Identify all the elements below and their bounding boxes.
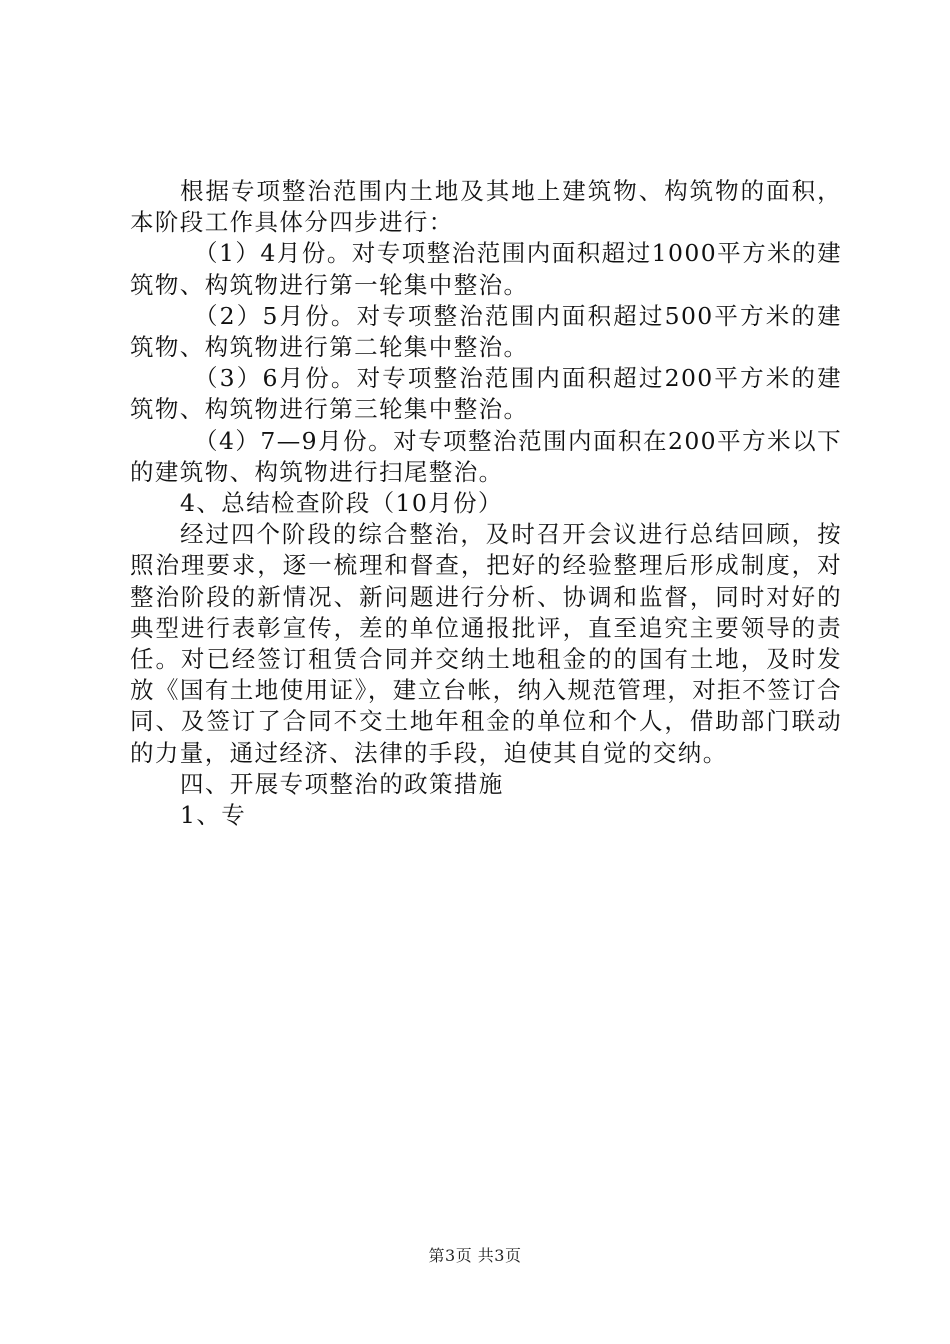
paragraph-step-2: （2）5月份。对专项整治范围内面积超过500平方米的建筑物、构筑物进行第二轮集中整治。: [130, 301, 842, 362]
document-body: [130, 176, 842, 831]
paragraph-step-1: （1）4月份。对专项整治范围内面积超过1000平方米的建筑物、构筑物进行第一轮集中整治。: [130, 239, 842, 299]
section-heading-summary: 4、总结检查阶段（10月份）: [180, 489, 503, 518]
paragraph-intro: 根据专项整治范围内土地及其地上建筑物、构筑物的面积，本阶段工作具体分四步进行：: [130, 177, 842, 237]
paragraph-step-3: （3）6月份。对专项整治范围内面积超过200平方米的建筑物、构筑物进行第三轮集中整治。: [130, 364, 842, 424]
paragraph-summary: 经过四个阶段的综合整治，及时召开会议进行总结回顾，按照治理要求，逐一梳理和督查，把好的经验整理后形成制度，对整治阶段的新情况、新问题进行分析、协调和监督，同时对好的典型进行表彰宣传，差的单位通报批评，直至追究主要领导的责任。对已经签订租赁合同并交纳土地租金的的国有土地，及时发放《国有土地使用证》，建立台帐，纳入规范管理，对拒不签订合同、及签订了合同不交土地年租金的单位和个人，借助部门联动的力量，通过经济、法律的手段，迫使其自觉的交纳。: [130, 520, 842, 767]
section-heading-policy: 四、开展专项整治的政策措施: [180, 769, 504, 798]
page-footer: 第3页 共3页: [428, 1246, 522, 1265]
paragraph-policy-start: 1、专: [180, 801, 247, 830]
paragraph-step-4: （4）7—9月份。对专项整治范围内面积在200平方米以下的建筑物、构筑物进行扫尾整治。: [130, 426, 842, 486]
